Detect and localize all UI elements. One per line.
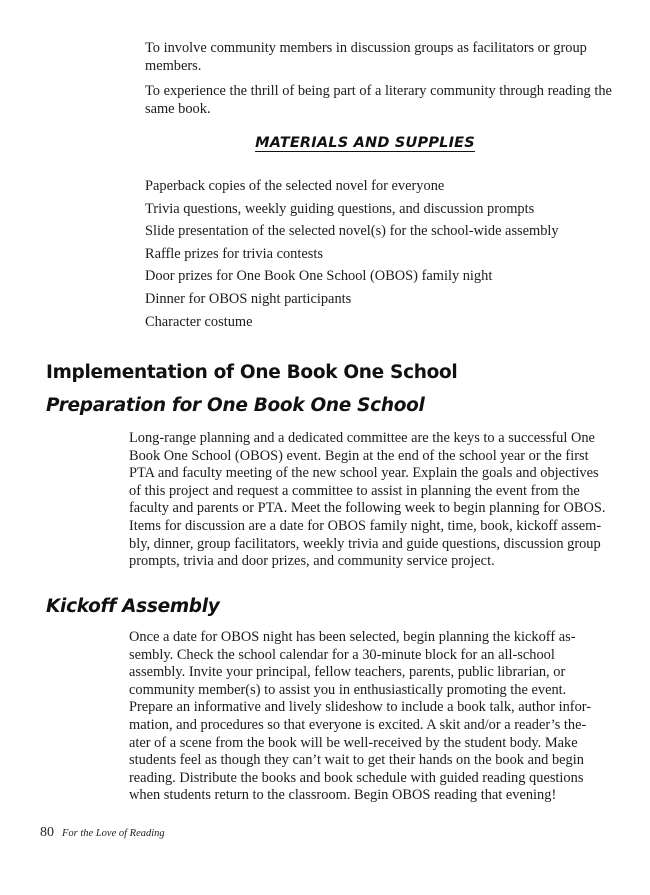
kickoff-paragraph xyxy=(129,629,615,805)
paragraph-line: prompts, trivia and door prizes, and community service project. xyxy=(129,553,495,570)
paragraph-line: Long-range planning and a dedicated committee are the keys to a successful One xyxy=(129,430,595,446)
paragraph-line: assembly. Invite your principal, fellow teachers, parents, public librarian, or xyxy=(129,664,566,681)
objectives-block xyxy=(145,40,615,126)
materials-heading: MATERIALS AND SUPPLIES xyxy=(255,135,475,151)
materials-item: Character costume xyxy=(145,313,253,330)
paragraph-line: sembly. Check the school calendar for a 30-minute block for an all-school xyxy=(129,646,555,663)
paragraph-line: faculty and parents or PTA. Meet the following week to begin planning for OBOS. xyxy=(129,500,606,517)
materials-heading-wrap xyxy=(0,134,650,152)
materials-list xyxy=(145,175,615,333)
paragraph-line: when students return to the classroom. Begin OBOS reading that evening! xyxy=(129,787,557,804)
kickoff-heading: Kickoff Assembly xyxy=(46,596,220,617)
preparation-heading: Preparation for One Book One School xyxy=(46,395,425,416)
materials-item: Slide presentation of the selected novel(s) for the school-wide assembly xyxy=(145,223,559,240)
objective-item: To involve community members in discussion groups as facilitators or group members. xyxy=(145,40,587,74)
paragraph-line: Prepare an informative and lively slideshow to include a book talk, author infor- xyxy=(129,699,592,716)
page-footer xyxy=(40,823,165,841)
paragraph-line: students feel as though they can’t wait to get their hands on the book and begin xyxy=(129,752,584,769)
materials-item: Dinner for OBOS night participants xyxy=(145,290,352,307)
page-number: 80 xyxy=(40,825,54,840)
materials-item: Door prizes for One Book One School (OBOS) family night xyxy=(145,268,493,285)
paragraph-line: ater of a scene from the book will be well-received by the student body. Make xyxy=(129,734,578,751)
paragraph-line: reading. Distribute the books and book schedule with guided reading questions xyxy=(129,769,584,786)
paragraph-line: of this project and request a committee to assist in planning the event from the xyxy=(129,482,580,499)
paragraph-line: Book One School (OBOS) event. Begin at the end of the school year or the first xyxy=(129,447,589,464)
materials-item: Trivia questions, weekly guiding questions, and discussion prompts xyxy=(145,200,535,217)
running-book-title: For the Love of Reading xyxy=(62,828,165,839)
paragraph-line: PTA and faculty meeting of the new school year. Explain the goals and objectives xyxy=(129,465,599,482)
paragraph-line: mation, and procedures so that everyone is excited. A skit and/or a reader’s the- xyxy=(129,716,587,733)
materials-item: Paperback copies of the selected novel for everyone xyxy=(145,178,445,194)
objective-item: To experience the thrill of being part of a literary community through reading the same book. xyxy=(145,83,612,117)
paragraph-line: Once a date for OBOS night has been selected, begin planning the kickoff as- xyxy=(129,629,576,645)
materials-item: Raffle prizes for trivia contests xyxy=(145,245,323,262)
paragraph-line: bly, dinner, group facilitators, weekly trivia and guide questions, discussion group xyxy=(129,535,601,552)
paragraph-line: community member(s) to assist you in enthusiastically promoting the event. xyxy=(129,681,567,698)
paragraph-line: Items for discussion are a date for OBOS family night, time, book, kickoff assem- xyxy=(129,517,602,534)
preparation-paragraph xyxy=(129,430,615,571)
implementation-heading: Implementation of One Book One School xyxy=(46,362,458,383)
